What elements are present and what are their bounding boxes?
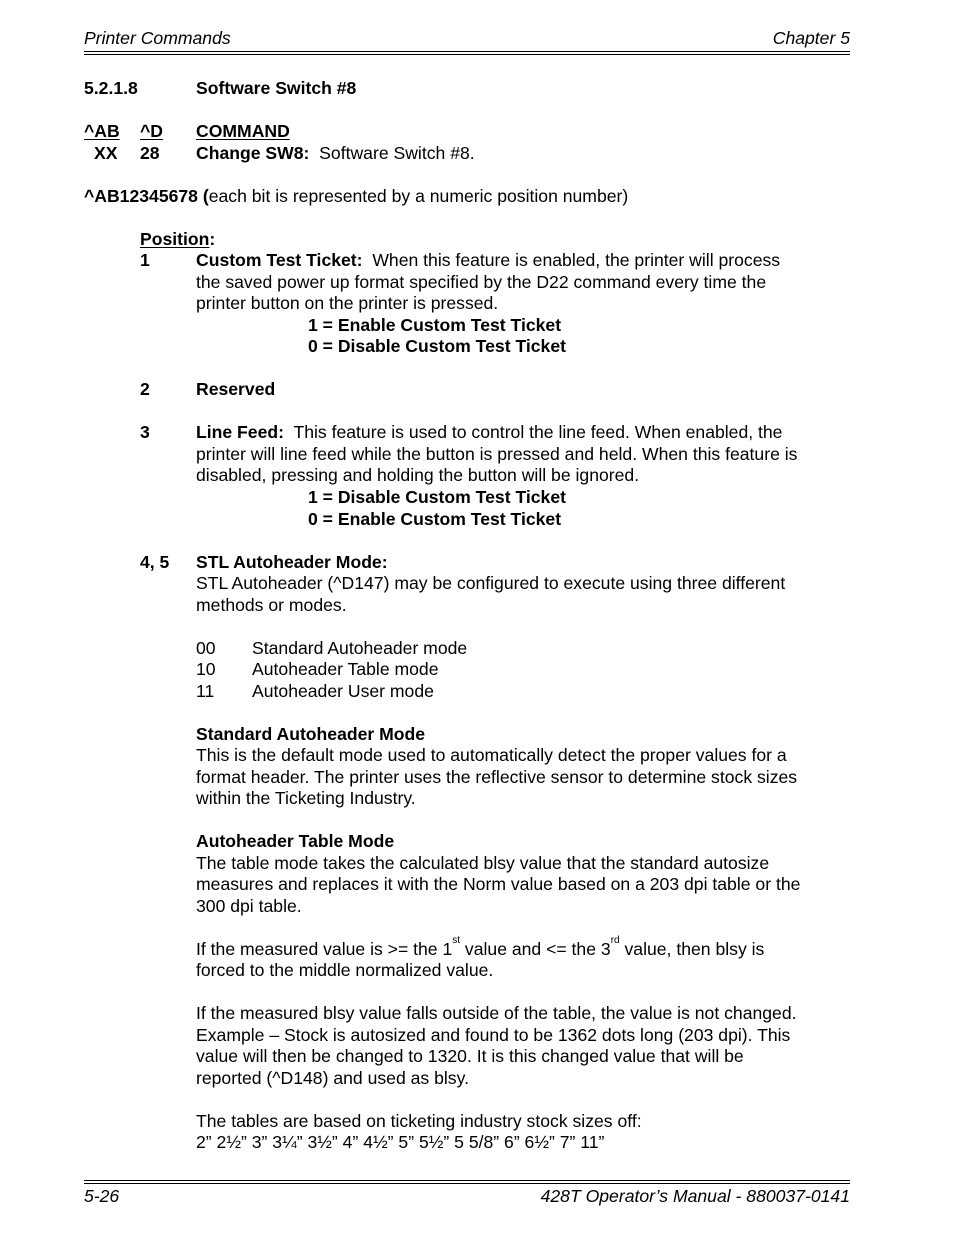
- standard-mode-line3: within the Ticketing Industry.: [196, 788, 416, 808]
- pos1-line1: [196, 250, 780, 272]
- p2-sup-2: rd: [610, 935, 620, 946]
- p2-part-a: If the measured value is >= the 1: [196, 939, 453, 959]
- syntax-bold: ^AB12345678 (: [84, 186, 209, 206]
- pos45-line2: methods or modes.: [196, 595, 347, 615]
- position-label-colon: :: [209, 229, 216, 249]
- mode-name: Standard Autoheader mode: [252, 638, 468, 658]
- manual-title: 428T Operator’s Manual - 880037-0141: [540, 1186, 850, 1206]
- syntax-text: each bit is represented by a numeric position number): [208, 186, 629, 206]
- table-mode-p3-line2: Example – Stock is autosized and found to be 1362 dots long (203 dpi). This: [196, 1025, 791, 1045]
- pos3-option-0: 0 = Enable Custom Test Ticket: [308, 509, 562, 529]
- pos2-title: Reserved: [196, 379, 276, 399]
- p2-part-b: value and <= the 3: [460, 939, 611, 959]
- syntax-line: [84, 186, 628, 208]
- pos3-number: 3: [140, 422, 150, 442]
- table-mode-p3-line3: value will then be changed to 1320. It is this changed value that will be: [196, 1046, 744, 1066]
- table-mode-p4-line1: The tables are based on ticketing industry stock sizes off:: [196, 1111, 642, 1131]
- mode-code: 10: [196, 659, 216, 679]
- mode-name: Autoheader User mode: [252, 681, 434, 701]
- table-mode-line2: measures and replaces it with the Norm value based on a 203 dpi table or the: [196, 874, 801, 894]
- cell-d: 28: [140, 143, 160, 163]
- table-mode-p3-line4: reported (^D148) and used as blsy.: [196, 1068, 469, 1088]
- p2-sup-1: st: [452, 935, 461, 946]
- cell-command-bold: Change SW8:: [196, 143, 310, 163]
- section-number: 5.2.1.8: [84, 78, 138, 98]
- standard-mode-line1: This is the default mode used to automatically detect the proper values for a: [196, 745, 787, 765]
- position-label: [140, 229, 215, 251]
- header-rule: [84, 51, 850, 52]
- footer-rule: [84, 1180, 850, 1181]
- pos3-option-1: 1 = Disable Custom Test Ticket: [308, 487, 566, 507]
- table-mode-p3-line1: If the measured blsy value falls outside of the table, the value is not changed.: [196, 1003, 797, 1023]
- section-title: Software Switch #8: [196, 78, 357, 98]
- pos1-number: 1: [140, 250, 150, 270]
- p2-part-c: value, then blsy is: [619, 939, 765, 959]
- pos1-title: Custom Test Ticket:: [196, 250, 363, 270]
- pos2-number: 2: [140, 379, 150, 399]
- pos1-option-0: 0 = Disable Custom Test Ticket: [308, 336, 566, 356]
- standard-mode-line2: format header. The printer uses the reflective sensor to determine stock sizes: [196, 767, 798, 787]
- pos45-line1: STL Autoheader (^D147) may be configured to execute using three different: [196, 573, 786, 593]
- running-header-left: Printer Commands: [84, 28, 231, 48]
- pos3-title: Line Feed:: [196, 422, 284, 442]
- pos1-line3: printer button on the printer is pressed.: [196, 293, 499, 313]
- pos3-line3: disabled, pressing and holding the button will be ignored.: [196, 465, 640, 485]
- pos3-line1: [196, 422, 782, 444]
- stock-sizes-list: 2” 2½” 3” 3¼” 3½” 4” 4½” 5” 5½” 5 5/8” 6” 6½” 7” 11”: [196, 1132, 605, 1152]
- table-mode-line1: The table mode takes the calculated blsy value that the standard autosize: [196, 853, 770, 873]
- pos1-line2: the saved power up format specified by the D22 command every time the: [196, 272, 767, 292]
- table-mode-title: Autoheader Table Mode: [196, 831, 395, 851]
- position-label-text: Position: [140, 229, 210, 249]
- running-header-right: Chapter 5: [772, 28, 850, 48]
- pos3-line2: printer will line feed while the button is pressed and held. When this feature is: [196, 444, 798, 464]
- mode-code: 11: [196, 681, 215, 701]
- col-header-d: ^D: [140, 121, 163, 141]
- mode-name: Autoheader Table mode: [252, 659, 439, 679]
- cell-command: [196, 143, 475, 165]
- pos45-number: 4, 5: [140, 552, 170, 572]
- col-header-ab: ^AB: [84, 121, 120, 141]
- pos3-line1-text: This feature is used to control the line feed. When enabled, the: [293, 422, 783, 442]
- table-mode-p2-line2: forced to the middle normalized value.: [196, 960, 494, 980]
- pos1-option-1: 1 = Enable Custom Test Ticket: [308, 315, 562, 335]
- mode-code: 00: [196, 638, 216, 658]
- header-rule-2: [84, 54, 850, 55]
- cell-command-text: Software Switch #8.: [319, 143, 475, 163]
- standard-mode-title: Standard Autoheader Mode: [196, 724, 426, 744]
- page-number: 5-26: [84, 1186, 120, 1206]
- cell-ab: XX: [94, 143, 118, 163]
- pos45-title: STL Autoheader Mode:: [196, 552, 388, 572]
- table-mode-line3: 300 dpi table.: [196, 896, 302, 916]
- pos1-line1-text: When this feature is enabled, the printer will process: [372, 250, 781, 270]
- col-header-command: COMMAND: [196, 121, 290, 141]
- footer-rule-2: [84, 1183, 850, 1184]
- table-mode-p2-line1: [196, 935, 765, 961]
